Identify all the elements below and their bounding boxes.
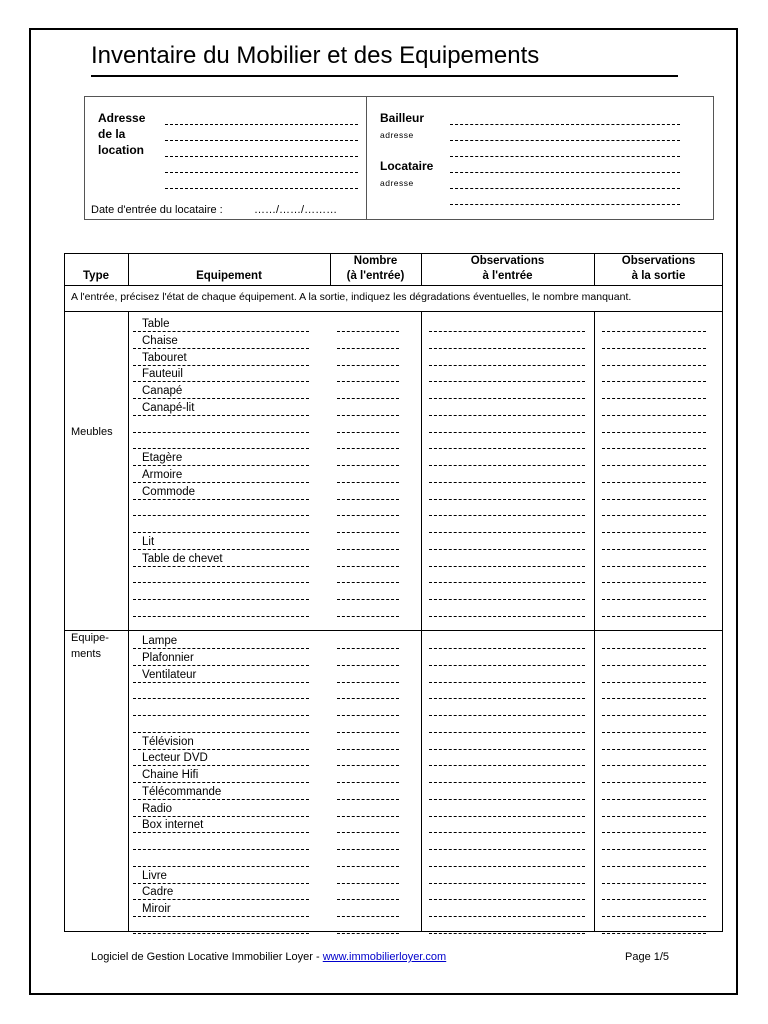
equipement-item-label: Chaine Hifi: [142, 769, 199, 781]
obs-entree-line[interactable]: [429, 566, 585, 567]
obs-sortie-line[interactable]: [602, 933, 706, 934]
equipement-line[interactable]: [133, 365, 309, 366]
equipement-item-label: Ventilateur: [142, 669, 197, 681]
equipement-line[interactable]: [133, 916, 309, 917]
nombre-line[interactable]: [337, 866, 399, 867]
obs-entree-line[interactable]: [429, 665, 585, 666]
equipement-line[interactable]: [133, 849, 309, 850]
obs-sortie-line[interactable]: [602, 782, 706, 783]
header-bottom-rule: [64, 285, 723, 286]
obs-sortie-line[interactable]: [602, 765, 706, 766]
obs-sortie-line[interactable]: [602, 398, 706, 399]
section-divider: [64, 630, 723, 631]
body-col-divider-obs-entree: [421, 311, 422, 932]
location-address-line-2[interactable]: [165, 140, 358, 141]
instruction-bottom-rule: [64, 311, 723, 312]
obs-entree-line[interactable]: [429, 899, 585, 900]
footer-text: [91, 951, 446, 963]
nombre-line[interactable]: [337, 549, 399, 550]
obs-sortie-line[interactable]: [602, 566, 706, 567]
equipement-line[interactable]: [133, 682, 309, 683]
obs-sortie-line[interactable]: [602, 582, 706, 583]
nombre-line[interactable]: [337, 465, 399, 466]
bailleur-line-1[interactable]: [450, 124, 680, 125]
nombre-line[interactable]: [337, 698, 399, 699]
equipement-item-label: Miroir: [142, 903, 171, 915]
obs-sortie-line[interactable]: [602, 599, 706, 600]
obs-sortie-line[interactable]: [602, 348, 706, 349]
obs-sortie-line[interactable]: [602, 883, 706, 884]
obs-entree-line[interactable]: [429, 432, 585, 433]
obs-sortie-line[interactable]: [602, 331, 706, 332]
equipement-line[interactable]: [133, 515, 309, 516]
nombre-line[interactable]: [337, 883, 399, 884]
location-address-line-3[interactable]: [165, 156, 358, 157]
obs-sortie-line[interactable]: [602, 732, 706, 733]
nombre-line[interactable]: [337, 648, 399, 649]
header-nombre-line1: Nombre: [353, 255, 398, 267]
obs-sortie-line[interactable]: [602, 832, 706, 833]
nombre-line[interactable]: [337, 933, 399, 934]
obs-entree-line[interactable]: [429, 782, 585, 783]
nombre-line[interactable]: [337, 765, 399, 766]
nombre-line[interactable]: [337, 499, 399, 500]
obs-sortie-line[interactable]: [602, 616, 706, 617]
equipement-item-label: Canapé: [142, 385, 183, 397]
nombre-line[interactable]: [337, 365, 399, 366]
section-type-equipements-line1: Equipe-: [71, 632, 109, 644]
equipement-item-label: Chaise: [142, 335, 178, 347]
body-col-divider-type: [128, 311, 129, 932]
nombre-line[interactable]: [337, 832, 399, 833]
footer-website-link[interactable]: www.immobilierloyer.com: [322, 951, 447, 963]
nombre-line[interactable]: [337, 816, 399, 817]
instruction-text: A l'entrée, précisez l'état de chaque équipement. A la sortie, indiquez les dégradations éventuelles, le nombre manquant.: [71, 291, 632, 303]
obs-sortie-line[interactable]: [602, 515, 706, 516]
equipement-line[interactable]: [133, 448, 309, 449]
equipement-line[interactable]: [133, 415, 309, 416]
equipement-line[interactable]: [133, 883, 309, 884]
obs-entree-line[interactable]: [429, 616, 585, 617]
equipement-line[interactable]: [133, 665, 309, 666]
header-obs-sortie-line1: Observations: [621, 255, 696, 267]
page-number: Page 1/5: [625, 951, 670, 963]
bailleur-line-2[interactable]: [450, 140, 680, 141]
obs-sortie-line[interactable]: [602, 482, 706, 483]
equipement-item-label: Armoire: [142, 469, 183, 481]
obs-entree-line[interactable]: [429, 549, 585, 550]
equipement-line[interactable]: [133, 398, 309, 399]
equipement-item-label: Etagère: [142, 452, 183, 464]
nombre-line[interactable]: [337, 799, 399, 800]
equipement-line[interactable]: [133, 549, 309, 550]
obs-entree-line[interactable]: [429, 933, 585, 934]
obs-sortie-line[interactable]: [602, 849, 706, 850]
equipement-item-label: Canapé-lit: [142, 402, 195, 414]
equipement-item-label: Livre: [142, 870, 167, 882]
equipement-line[interactable]: [133, 832, 309, 833]
equipement-item-label: Radio: [142, 803, 173, 815]
obs-entree-line[interactable]: [429, 331, 585, 332]
equipement-line[interactable]: [133, 749, 309, 750]
obs-sortie-line[interactable]: [602, 532, 706, 533]
bailleur-adresse-label: adresse: [380, 130, 414, 140]
obs-entree-line[interactable]: [429, 866, 585, 867]
obs-entree-line[interactable]: [429, 465, 585, 466]
equipement-item-label: Tabouret: [142, 352, 187, 364]
obs-sortie-line[interactable]: [602, 899, 706, 900]
obs-entree-line[interactable]: [429, 816, 585, 817]
obs-entree-line[interactable]: [429, 732, 585, 733]
equipement-line[interactable]: [133, 348, 309, 349]
obs-sortie-line[interactable]: [602, 499, 706, 500]
equipement-item-label: Télévision: [142, 736, 194, 748]
nombre-line[interactable]: [337, 398, 399, 399]
nombre-line[interactable]: [337, 715, 399, 716]
nombre-line[interactable]: [337, 682, 399, 683]
nombre-line[interactable]: [337, 331, 399, 332]
obs-entree-line[interactable]: [429, 849, 585, 850]
nombre-line[interactable]: [337, 849, 399, 850]
header-obs-entree-line1: Observations: [470, 255, 545, 267]
obs-sortie-line[interactable]: [602, 799, 706, 800]
locataire-line-1[interactable]: [450, 172, 680, 173]
equipement-item-label: Lit: [142, 536, 155, 548]
adresse-label: Adresse: [98, 111, 146, 125]
locataire-line-2[interactable]: [450, 188, 680, 189]
nombre-line[interactable]: [337, 599, 399, 600]
equipement-line[interactable]: [133, 715, 309, 716]
nombre-line[interactable]: [337, 482, 399, 483]
footer-software-text: Logiciel de Gestion Locative Immobilier Loyer -: [91, 951, 323, 963]
equipement-item-label: Table: [142, 318, 170, 330]
equipement-line[interactable]: [133, 499, 309, 500]
equipement-line[interactable]: [133, 566, 309, 567]
equipement-line[interactable]: [133, 482, 309, 483]
obs-sortie-line[interactable]: [602, 465, 706, 466]
equipement-line[interactable]: [133, 432, 309, 433]
equipement-item-label: Lecteur DVD: [142, 752, 208, 764]
obs-sortie-line[interactable]: [602, 415, 706, 416]
equipement-line[interactable]: [133, 782, 309, 783]
obs-entree-line[interactable]: [429, 883, 585, 884]
nombre-line[interactable]: [337, 515, 399, 516]
equipement-line[interactable]: [133, 532, 309, 533]
obs-entree-line[interactable]: [429, 599, 585, 600]
nombre-line[interactable]: [337, 415, 399, 416]
equipement-item-label: Box internet: [142, 819, 204, 831]
obs-entree-line[interactable]: [429, 832, 585, 833]
header-equipement: Equipement: [196, 270, 262, 282]
nombre-line[interactable]: [337, 582, 399, 583]
bailleur-label: Bailleur: [380, 111, 425, 125]
header-obs-sortie-line2: à la sortie: [631, 270, 686, 282]
obs-sortie-line[interactable]: [602, 381, 706, 382]
locataire-adresse-label: adresse: [380, 178, 414, 188]
nombre-line[interactable]: [337, 432, 399, 433]
obs-entree-line[interactable]: [429, 365, 585, 366]
equipement-line[interactable]: [133, 648, 309, 649]
obs-entree-line[interactable]: [429, 765, 585, 766]
header-obs-entree-line2: à l'entrée: [482, 270, 533, 282]
obs-sortie-line[interactable]: [602, 816, 706, 817]
obs-entree-line[interactable]: [429, 482, 585, 483]
obs-entree-line[interactable]: [429, 682, 585, 683]
bailleur-line-3[interactable]: [450, 156, 680, 157]
obs-sortie-line[interactable]: [602, 365, 706, 366]
equipement-item-label: Télécommande: [142, 786, 222, 798]
date-entree-field[interactable]: ……/……/………: [254, 204, 338, 216]
obs-entree-line[interactable]: [429, 916, 585, 917]
nombre-line[interactable]: [337, 381, 399, 382]
page-title: Inventaire du Mobilier et des Equipements: [91, 42, 540, 69]
equipement-line[interactable]: [133, 765, 309, 766]
equipement-line[interactable]: [133, 732, 309, 733]
title-underline: [91, 75, 678, 77]
obs-sortie-line[interactable]: [602, 715, 706, 716]
location-address-line-4[interactable]: [165, 172, 358, 173]
nombre-line[interactable]: [337, 916, 399, 917]
nombre-line[interactable]: [337, 749, 399, 750]
obs-entree-line[interactable]: [429, 398, 585, 399]
obs-entree-line[interactable]: [429, 515, 585, 516]
header-nombre-line2: (à l'entrée): [346, 270, 405, 282]
obs-entree-line[interactable]: [429, 415, 585, 416]
nombre-line[interactable]: [337, 732, 399, 733]
nombre-line[interactable]: [337, 348, 399, 349]
de-la-label: de la: [98, 127, 126, 141]
nombre-line[interactable]: [337, 566, 399, 567]
equipement-item-label: Lampe: [142, 635, 178, 647]
address-box-divider: [366, 96, 367, 220]
equipement-item-label: Commode: [142, 486, 196, 498]
obs-entree-line[interactable]: [429, 499, 585, 500]
equipement-item-label: Fauteuil: [142, 368, 183, 380]
obs-entree-line[interactable]: [429, 582, 585, 583]
obs-sortie-line[interactable]: [602, 448, 706, 449]
section-type-meubles: Meubles: [71, 426, 113, 438]
nombre-line[interactable]: [337, 899, 399, 900]
equipement-line[interactable]: [133, 616, 309, 617]
obs-entree-line[interactable]: [429, 648, 585, 649]
nombre-line[interactable]: [337, 616, 399, 617]
obs-sortie-line[interactable]: [602, 432, 706, 433]
section-type-equipements-line2: ments: [71, 648, 101, 660]
locataire-label: Locataire: [380, 159, 434, 173]
obs-entree-line[interactable]: [429, 749, 585, 750]
obs-entree-line[interactable]: [429, 381, 585, 382]
location-label: location: [98, 143, 145, 157]
obs-entree-line[interactable]: [429, 698, 585, 699]
nombre-line[interactable]: [337, 532, 399, 533]
obs-sortie-line[interactable]: [602, 665, 706, 666]
equipement-line[interactable]: [133, 331, 309, 332]
obs-sortie-line[interactable]: [602, 866, 706, 867]
obs-sortie-line[interactable]: [602, 698, 706, 699]
obs-entree-line[interactable]: [429, 348, 585, 349]
equipement-line[interactable]: [133, 381, 309, 382]
body-col-divider-obs-sortie: [594, 311, 595, 932]
equipement-item-label: Cadre: [142, 886, 174, 898]
location-address-line-1[interactable]: [165, 124, 358, 125]
equipement-line[interactable]: [133, 582, 309, 583]
obs-sortie-line[interactable]: [602, 749, 706, 750]
locataire-line-3[interactable]: [450, 204, 680, 205]
header-type: Type: [83, 270, 109, 282]
equipement-line[interactable]: [133, 866, 309, 867]
equipement-line[interactable]: [133, 599, 309, 600]
nombre-line[interactable]: [337, 782, 399, 783]
equipement-line[interactable]: [133, 799, 309, 800]
date-entree-label: Date d'entrée du locataire :: [91, 204, 223, 216]
equipement-item-label: Plafonnier: [142, 652, 194, 664]
equipement-item-label: Table de chevet: [142, 553, 223, 565]
obs-sortie-line[interactable]: [602, 648, 706, 649]
obs-entree-line[interactable]: [429, 532, 585, 533]
nombre-line[interactable]: [337, 448, 399, 449]
location-address-line-5[interactable]: [165, 188, 358, 189]
equipement-line[interactable]: [133, 698, 309, 699]
nombre-line[interactable]: [337, 665, 399, 666]
obs-sortie-line[interactable]: [602, 916, 706, 917]
obs-sortie-line[interactable]: [602, 549, 706, 550]
obs-entree-line[interactable]: [429, 715, 585, 716]
obs-entree-line[interactable]: [429, 448, 585, 449]
equipement-line[interactable]: [133, 465, 309, 466]
equipement-line[interactable]: [133, 933, 309, 934]
equipement-line[interactable]: [133, 816, 309, 817]
equipement-line[interactable]: [133, 899, 309, 900]
obs-entree-line[interactable]: [429, 799, 585, 800]
obs-sortie-line[interactable]: [602, 682, 706, 683]
